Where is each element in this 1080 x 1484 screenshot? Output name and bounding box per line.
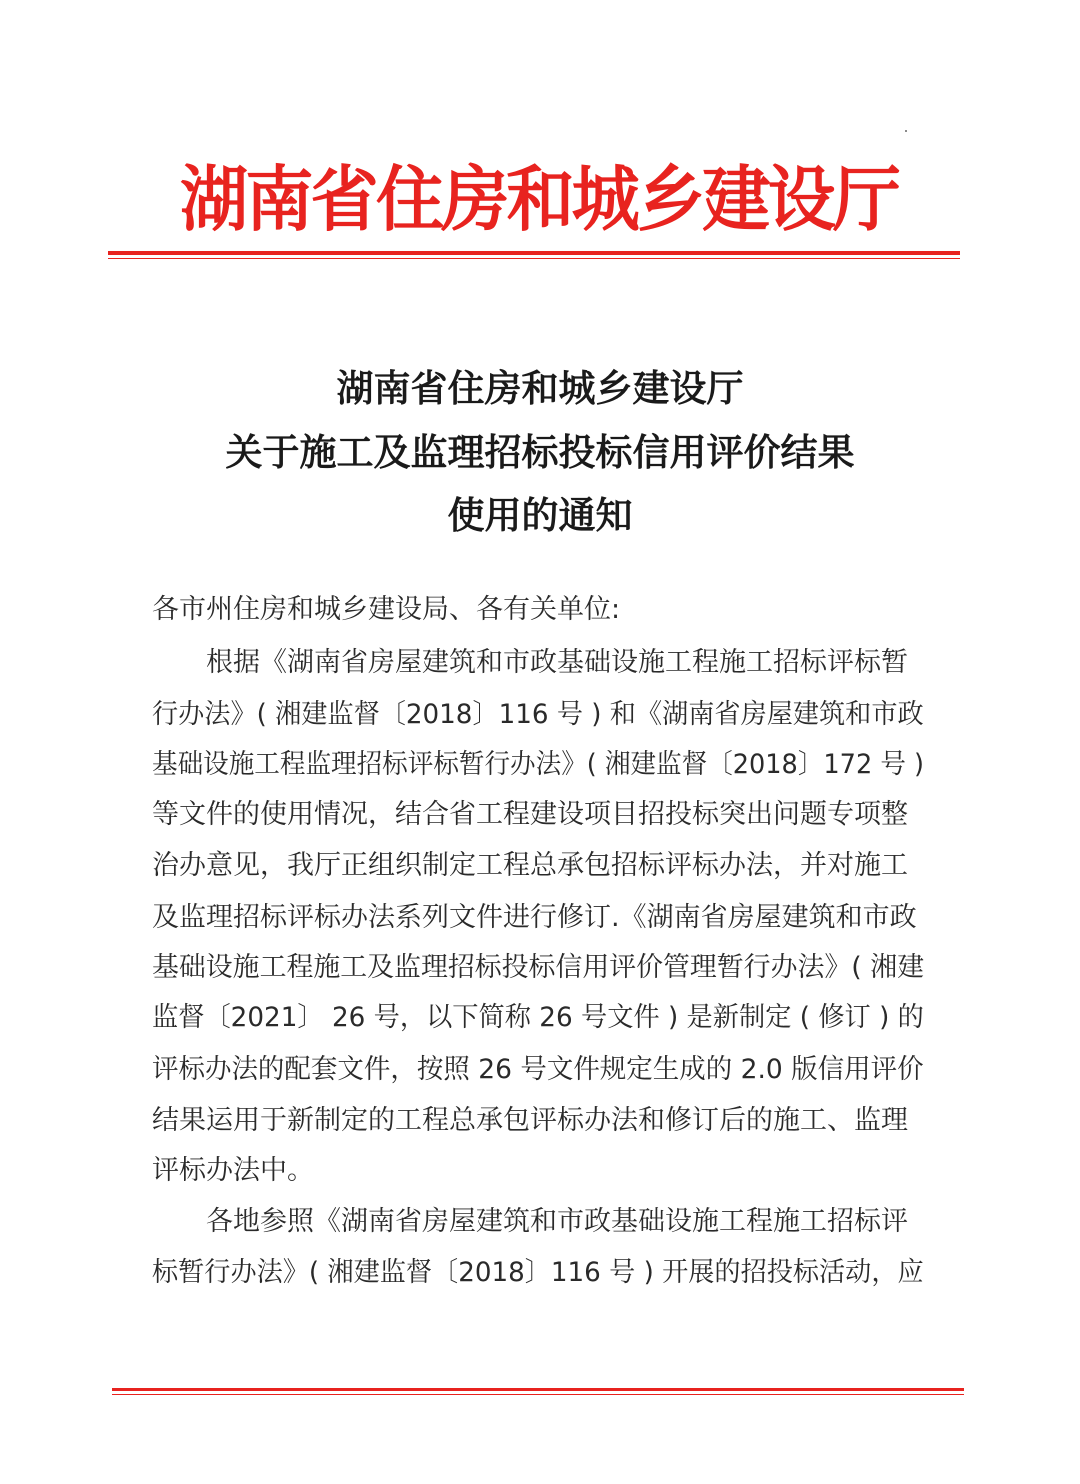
body-line: 结果运用于新制定的工程总承包评标办法和修订后的施工、监理 [152,1105,908,1136]
addressee: 各市州住房和城乡建设局、各有关单位: [152,594,621,625]
masthead-rule-thin [108,258,960,259]
body-line: 监督〔2021〕 26 号，以下简称 26 号文件 ) 是新制定 ( 修订 ) 的 [152,1002,924,1033]
body-line: 治办意见，我厅正组织制定工程总承包招标评标办法，并对施工 [152,850,908,881]
body-line: 各地参照《湖南省房屋建筑和市政基础设施工程施工招标评 [206,1206,908,1237]
body-line: 基础设施工程监理招标评标暂行办法》( 湘建监督〔2018〕172 号 ) [152,749,925,780]
footer-rule-thin [112,1394,964,1395]
title-line-2: 关于施工及监理招标投标信用评价结果 [225,430,855,474]
title-line-3: 使用的通知 [447,493,633,537]
masthead-rule-thick [108,251,960,255]
body-line: 等文件的使用情况，结合省工程建设项目招投标突出问题专项整 [152,799,908,830]
footer-rule-thick [112,1388,964,1391]
body-line: 及监理招标评标办法系列文件进行修订.《湖南省房屋建筑和市政 [152,902,917,933]
body-line: 标暂行办法》( 湘建监督〔2018〕116 号 ) 开展的招投标活动，应 [152,1257,924,1288]
masthead-agency-name: 湖南省住房和城乡建设厅 [180,158,899,241]
body-line: 评标办法的配套文件，按照 26 号文件规定生成的 2.0 版信用评价 [152,1054,924,1085]
body-line: 行办法》( 湘建监督〔2018〕116 号 ) 和《湖南省房屋建筑和市政 [152,699,924,730]
scan-speck [905,130,907,132]
body-line: 基础设施工程施工及监理招标投标信用评价管理暂行办法》( 湘建 [152,952,925,983]
body-line: 根据《湖南省房屋建筑和市政基础设施工程施工招标评标暂 [206,647,908,678]
title-line-1: 湖南省住房和城乡建设厅 [336,366,744,410]
body-line: 评标办法中。 [152,1155,314,1186]
